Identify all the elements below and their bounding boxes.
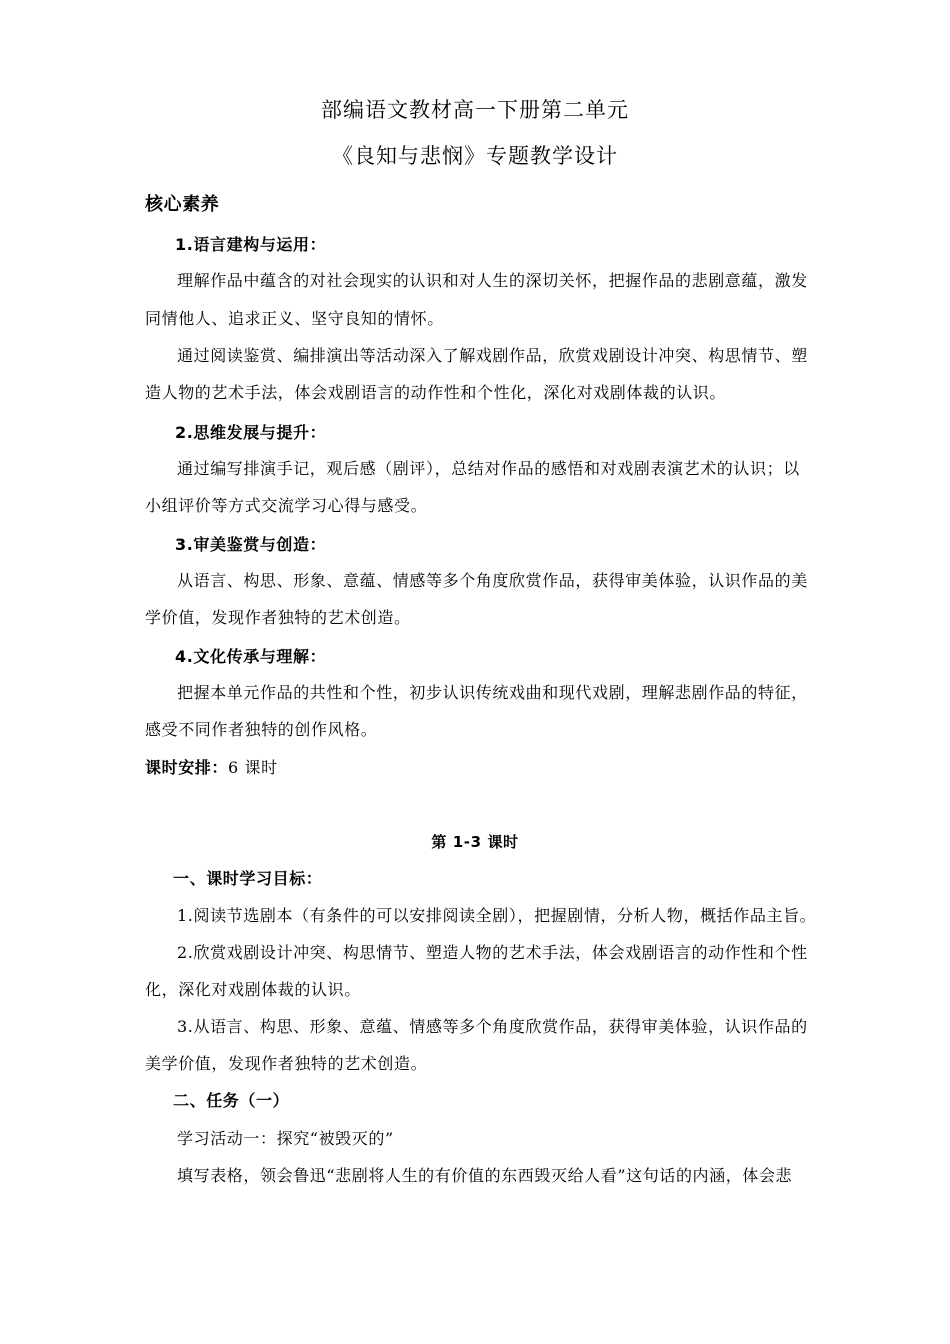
item-1-paragraph-1-line-1: 理解作品中蕴含的对社会现实的认识和对人生的深切关怀，把握作品的悲剧意蕴，激发 bbox=[177, 271, 808, 290]
document-title-line-2: 《良知与悲悯》专题教学设计 bbox=[332, 144, 618, 168]
goals-heading: 一、课时学习目标： bbox=[173, 869, 323, 888]
goal-3-line-1: 3.从语言、构思、形象、意蕴、情感等多个角度欣赏作品，获得审美体验，认识作品的 bbox=[177, 1017, 808, 1036]
item-4-paragraph-line-1: 把握本单元作品的共性和个性，初步认识传统戏曲和现代戏剧，理解悲剧作品的特征， bbox=[177, 683, 808, 702]
document-title-line-1: 部编语文教材高一下册第二单元 bbox=[321, 98, 629, 122]
section-heading-core: 核心素养 bbox=[145, 194, 220, 215]
item-4-heading: 4.文化传承与理解： bbox=[175, 647, 327, 666]
goal-3-line-2: 美学价值，发现作者独特的艺术创造。 bbox=[145, 1054, 428, 1073]
item-3-paragraph-line-2: 学价值，发现作者独特的艺术创造。 bbox=[145, 608, 411, 627]
item-1-paragraph-2-line-1: 通过阅读鉴赏、编排演出等活动深入了解戏剧作品，欣赏戏剧设计冲突、构思情节、塑 bbox=[177, 346, 808, 365]
item-3-heading: 3.审美鉴赏与创造： bbox=[175, 535, 327, 554]
item-3-paragraph-line-1: 从语言、构思、形象、意蕴、情感等多个角度欣赏作品，获得审美体验，认识作品的美 bbox=[177, 571, 808, 590]
item-1-paragraph-1-line-2: 同情他人、追求正义、坚守良知的情怀。 bbox=[145, 309, 444, 328]
lesson-title: 第 1-3 课时 bbox=[431, 833, 519, 851]
item-2-paragraph-line-2: 小组评价等方式交流学习心得与感受。 bbox=[145, 496, 428, 515]
item-1-paragraph-2-line-2: 造人物的艺术手法，体会戏剧语言的动作性和个性化，深化对戏剧体裁的认识。 bbox=[145, 383, 727, 402]
schedule-label: 课时安排： bbox=[145, 758, 229, 777]
activity-1-title: 学习活动一：探究“被毁灭的” bbox=[177, 1129, 394, 1148]
activity-1-paragraph-line-1: 填写表格，领会鲁迅“悲剧将人生的有价值的东西毁灭给人看”这句话的内涵，体会悲 bbox=[177, 1166, 793, 1185]
schedule-value: 6 课时 bbox=[228, 758, 278, 777]
goal-2-line-1: 2.欣赏戏剧设计冲突、构思情节、塑造人物的艺术手法，体会戏剧语言的动作性和个性 bbox=[177, 943, 808, 962]
task-heading: 二、任务（一） bbox=[173, 1091, 290, 1110]
schedule-line bbox=[145, 758, 825, 778]
item-2-paragraph-line-1: 通过编写排演手记，观后感（剧评），总结对作品的感悟和对戏剧表演艺术的认识；以 bbox=[177, 459, 800, 478]
item-2-heading: 2.思维发展与提升： bbox=[175, 423, 327, 442]
item-1-heading: 1.语言建构与运用： bbox=[175, 235, 327, 254]
goal-1: 1.阅读节选剧本（有条件的可以安排阅读全剧），把握剧情，分析人物，概括作品主旨。 bbox=[177, 906, 817, 925]
goal-2-line-2: 化，深化对戏剧体裁的认识。 bbox=[145, 980, 361, 999]
item-4-paragraph-line-2: 感受不同作者独特的创作风格。 bbox=[145, 720, 378, 739]
